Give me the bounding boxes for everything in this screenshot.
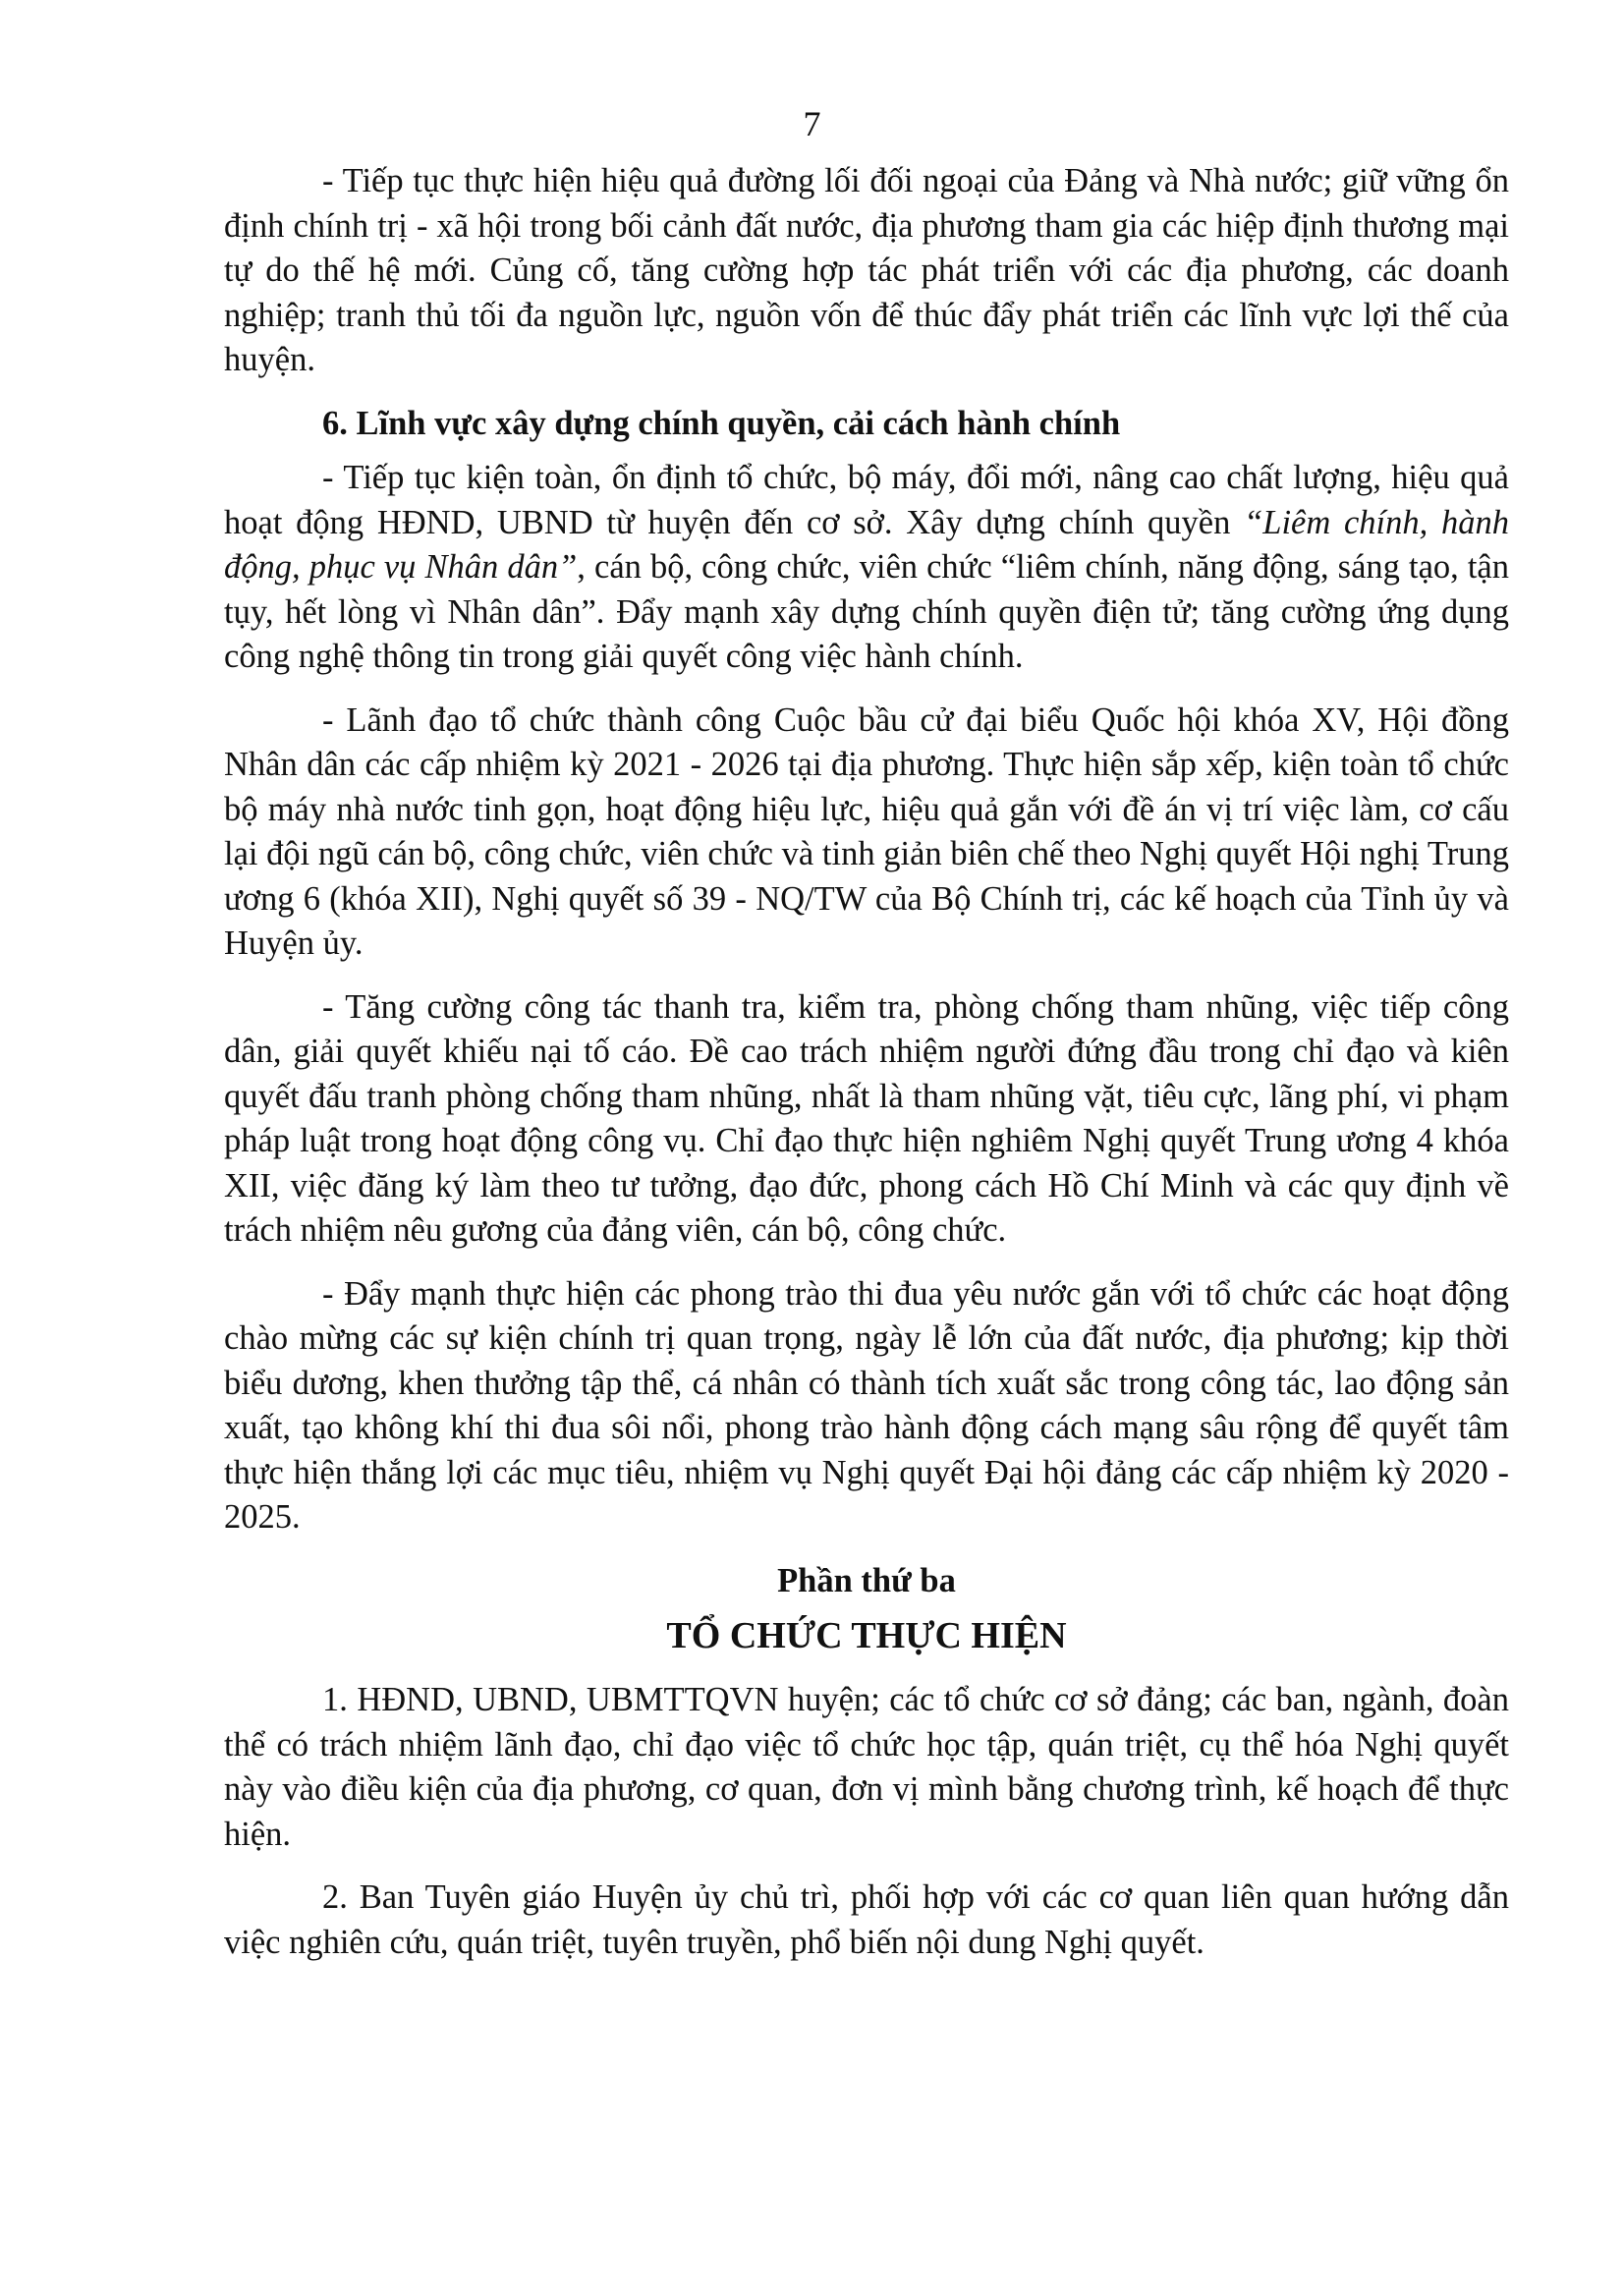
italic-slogan: “Liêm chính, hành động, phục vụ Nhân dân” <box>224 503 1509 586</box>
paragraph-elections: - Lãnh đạo tổ chức thành công Cuộc bầu cử đại biểu Quốc hội khóa XV, Hội đồng Nhân dân các cấp nhiệm kỳ 2021 - 2026 tại địa phương. Thực hiện sắp xếp, kiện toàn tổ chức bộ máy nhà nước tinh gọn, hoạt động hiệu lực, hiệu quả gắn với đề án vị trí việc làm, cơ cấu lại đội ngũ cán bộ, công chức, viên chức và tinh giản biên chế theo Nghị quyết Hội nghị Trung ương 6 (khóa XII), Nghị quyết số 39 - NQ/TW của Bộ Chính trị, các kế hoạch của Tỉnh ủy và Huyện ủy. <box>224 700 1509 962</box>
paragraph-text: , cán bộ, công chức, viên chức “liêm chính, năng động, sáng tạo, tận tụy, hết lòng vì Nhân dân”. Đẩy mạnh xây dựng chính quyền điện tử; tăng cường ứng dụng công nghệ thông tin trong giải quyết công việc hành chính. <box>224 548 1509 675</box>
implementation-item-1: 1. HĐND, UBND, UBMTTQVN huyện; các tổ chức cơ sở đảng; các ban, ngành, đoàn thể có trách nhiệm lãnh đạo, chỉ đạo việc tổ chức học tập, quán triệt, cụ thể hóa Nghị quyết này vào điều kiện của địa phương, cơ quan, đơn vị mình bằng chương trình, kế hoạch để thực hiện. <box>224 1681 1509 1853</box>
paragraph-foreign-affairs: - Tiếp tục thực hiện hiệu quả đường lối đối ngoại của Đảng và Nhà nước; giữ vững ổn định chính trị - xã hội trong bối cảnh đất nước, địa phương tham gia các hiệp định thương mại tự do thế hệ mới. Củng cố, tăng cường hợp tác phát triển với các địa phương, các doanh nghiệp; tranh thủ tối đa nguồn lực, nguồn vốn để thúc đẩy phát triển các lĩnh vực lợi thế của huyện. <box>224 162 1509 378</box>
implementation-item-2: 2. Ban Tuyên giáo Huyện ủy chủ trì, phối hợp với các cơ quan liên quan hướng dẫn việc nghiên cứu, quán triệt, tuyên truyền, phổ biến nội dung Nghị quyết. <box>224 1878 1509 1961</box>
paragraph-anti-corruption: - Tăng cường công tác thanh tra, kiểm tra, phòng chống tham nhũng, việc tiếp công dân, giải quyết khiếu nại tố cáo. Đề cao trách nhiệm người đứng đầu trong chỉ đạo và kiên quyết đấu tranh phòng chống tham nhũng, nhất là tham nhũng vặt, tiêu cực, lãng phí, vi phạm pháp luật trong hoạt động công vụ. Chỉ đạo thực hiện nghiêm Nghị quyết Trung ương 4 khóa XII, việc đăng ký làm theo tư tưởng, đạo đức, phong cách Hồ Chí Minh và các quy định về trách nhiệm nêu gương của đảng viên, cán bộ, công chức. <box>224 987 1509 1249</box>
page-number: 7 <box>803 104 821 143</box>
paragraph-text: - Tiếp tục kiện toàn, ổn định tổ chức, bộ máy, đổi mới, nâng cao chất lượng, hiệu quả hoạt động HĐND, UBND từ huyện đến cơ sở. Xây dựng chính quyền <box>224 459 1509 541</box>
part-three-title: Phần thứ ba <box>777 1561 956 1599</box>
paragraph-government-building <box>224 456 1509 680</box>
section-6-heading: 6. Lĩnh vực xây dựng chính quyền, cải cách hành chính <box>322 404 1121 442</box>
document-body <box>224 159 1509 1984</box>
paragraph-emulation-movements: - Đẩy mạnh thực hiện các phong trào thi đua yêu nước gắn với tổ chức các hoạt động chào mừng các sự kiện chính trị quan trọng, ngày lễ lớn của đất nước, địa phương; kịp thời biểu dương, khen thưởng tập thể, cá nhân có thành tích xuất sắc trong công tác, lao động sản xuất, tạo không khí thi đua sôi nổi, phong trào hành động cách mạng sâu rộng để quyết tâm thực hiện thắng lợi các mục tiêu, nhiệm vụ Nghị quyết Đại hội đảng các cấp nhiệm kỳ 2020 - 2025. <box>224 1274 1509 1536</box>
part-three-heading: TỔ CHỨC THỰC HIỆN <box>666 1615 1067 1656</box>
